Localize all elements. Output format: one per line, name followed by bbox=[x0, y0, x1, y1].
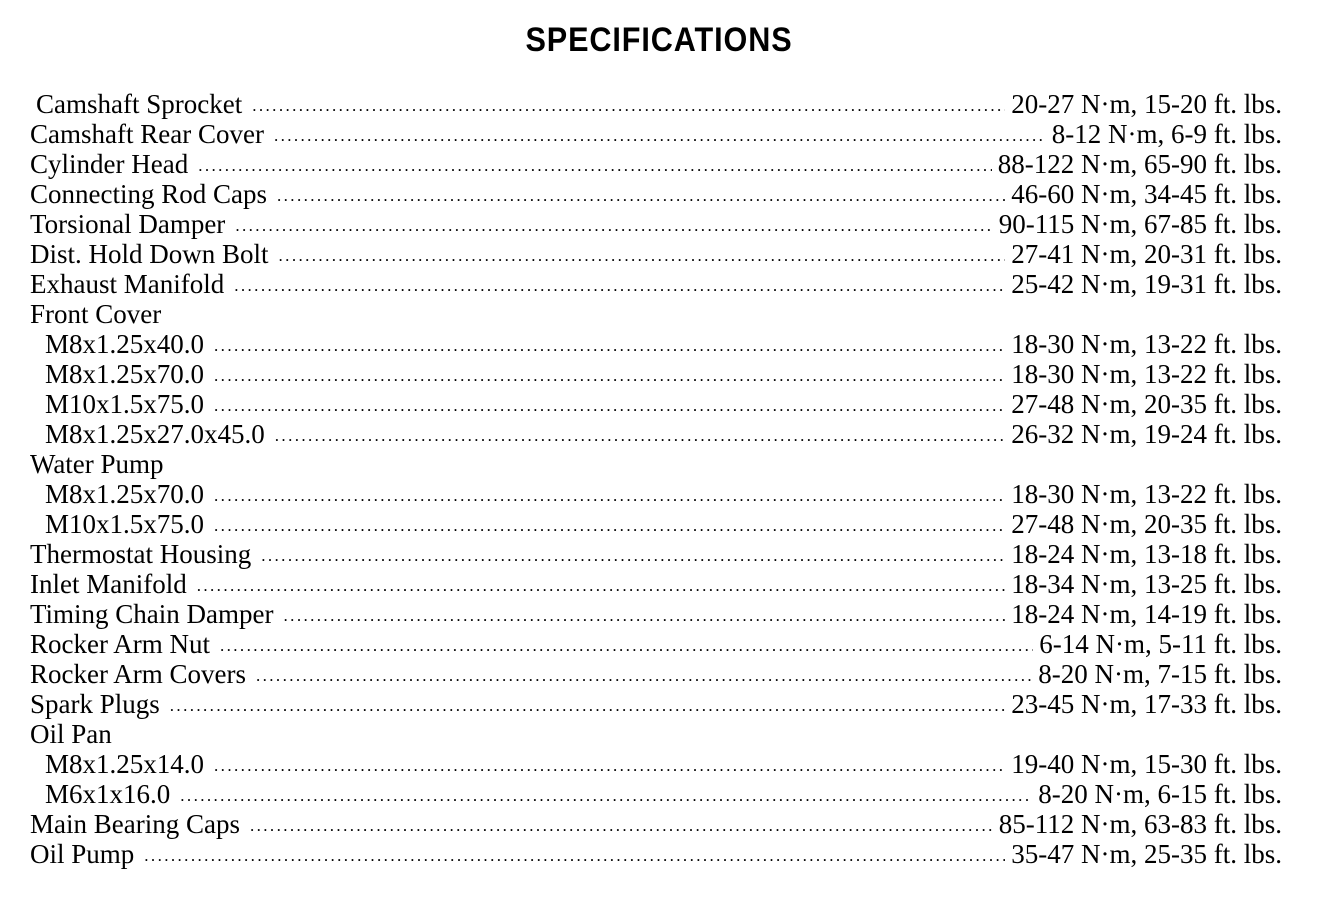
spec-row bbox=[30, 209, 1282, 239]
dot-leader bbox=[214, 751, 1005, 781]
dot-leader bbox=[277, 181, 1005, 211]
spec-value: 23-45 N·m, 17-33 ft. lbs. bbox=[1011, 689, 1282, 719]
spec-label: M8x1.25x70.0 bbox=[45, 479, 205, 509]
dot-leader bbox=[214, 391, 1005, 421]
dot-leader bbox=[220, 631, 1033, 661]
spec-value: 27-48 N·m, 20-35 ft. lbs. bbox=[1011, 389, 1282, 419]
spec-value: 18-24 N·m, 13-18 ft. lbs. bbox=[1011, 539, 1282, 569]
spec-row bbox=[30, 419, 1282, 449]
dot-leader bbox=[197, 571, 1006, 601]
spec-row bbox=[30, 659, 1282, 689]
specifications-list bbox=[30, 89, 1282, 869]
spec-label: Thermostat Housing bbox=[30, 539, 252, 569]
dot-leader bbox=[214, 481, 1005, 511]
spec-value: 85-112 N·m, 63-83 ft. lbs. bbox=[998, 809, 1282, 839]
spec-row bbox=[30, 479, 1282, 509]
spec-row bbox=[30, 119, 1282, 149]
spec-label: Water Pump bbox=[30, 449, 164, 479]
dot-leader bbox=[275, 421, 1006, 451]
page-title: SPECIFICATIONS bbox=[525, 21, 793, 59]
spec-value: 88-122 N·m, 65-90 ft. lbs. bbox=[997, 149, 1282, 179]
spec-row bbox=[30, 689, 1282, 719]
spec-value: 25-42 N·m, 19-31 ft. lbs. bbox=[1011, 269, 1282, 299]
spec-value: 8-20 N·m, 7-15 ft. lbs. bbox=[1038, 659, 1282, 689]
dot-leader bbox=[284, 601, 1006, 631]
spec-label: M8x1.25x27.0x45.0 bbox=[45, 419, 265, 449]
spec-value: 46-60 N·m, 34-45 ft. lbs. bbox=[1011, 179, 1282, 209]
spec-row bbox=[30, 599, 1282, 629]
dot-leader bbox=[234, 271, 1005, 301]
spec-label: M8x1.25x70.0 bbox=[45, 359, 205, 389]
spec-value: 90-115 N·m, 67-85 ft. lbs. bbox=[998, 209, 1282, 239]
spec-value: 18-30 N·m, 13-22 ft. lbs. bbox=[1011, 329, 1282, 359]
spec-label: Dist. Hold Down Bolt bbox=[30, 239, 269, 269]
spec-label: Front Cover bbox=[30, 299, 162, 329]
spec-value: 18-30 N·m, 13-22 ft. lbs. bbox=[1011, 479, 1282, 509]
spec-row bbox=[30, 569, 1282, 599]
dot-leader bbox=[144, 841, 1005, 871]
spec-label: M8x1.25x14.0 bbox=[45, 749, 205, 779]
dot-leader bbox=[252, 91, 1005, 121]
spec-row bbox=[30, 179, 1282, 209]
spec-label: Spark Plugs bbox=[30, 689, 160, 719]
spec-value: 8-12 N·m, 6-9 ft. lbs. bbox=[1051, 119, 1282, 149]
spec-label: Connecting Rod Caps bbox=[30, 179, 267, 209]
spec-label: Oil Pan bbox=[30, 719, 112, 749]
spec-label: Cylinder Head bbox=[30, 149, 189, 179]
spec-value: 18-34 N·m, 13-25 ft. lbs. bbox=[1011, 569, 1282, 599]
dot-leader bbox=[279, 241, 1006, 271]
spec-row bbox=[30, 749, 1282, 779]
spec-label: Exhaust Manifold bbox=[30, 269, 225, 299]
spec-label: M8x1.25x40.0 bbox=[45, 329, 205, 359]
spec-value: 18-24 N·m, 14-19 ft. lbs. bbox=[1011, 599, 1282, 629]
spec-row bbox=[30, 779, 1282, 809]
spec-label: Rocker Arm Covers bbox=[30, 659, 246, 689]
spec-group-heading bbox=[30, 299, 1282, 329]
dot-leader bbox=[235, 211, 992, 241]
spec-label: Oil Pump bbox=[30, 839, 135, 869]
dot-leader bbox=[256, 661, 1032, 691]
spec-row bbox=[30, 509, 1282, 539]
dot-leader bbox=[170, 691, 1005, 721]
spec-label: Torsional Damper bbox=[30, 209, 226, 239]
dot-leader bbox=[274, 121, 1046, 151]
dot-leader bbox=[198, 151, 992, 181]
spec-row bbox=[30, 539, 1282, 569]
spec-row bbox=[30, 839, 1282, 869]
spec-group-heading bbox=[30, 719, 1282, 749]
spec-row bbox=[30, 149, 1282, 179]
spec-row bbox=[30, 389, 1282, 419]
spec-group-heading bbox=[30, 449, 1282, 479]
spec-row bbox=[30, 329, 1282, 359]
spec-label: M6x1x16.0 bbox=[45, 779, 171, 809]
spec-label: Timing Chain Damper bbox=[30, 599, 274, 629]
spec-label: Rocker Arm Nut bbox=[30, 629, 210, 659]
spec-row bbox=[30, 809, 1282, 839]
spec-row bbox=[30, 269, 1282, 299]
dot-leader bbox=[214, 511, 1005, 541]
dot-leader bbox=[214, 331, 1005, 361]
spec-value: 20-27 N·m, 15-20 ft. lbs. bbox=[1011, 89, 1282, 119]
spec-label: M10x1.5x75.0 bbox=[45, 509, 205, 539]
spec-row bbox=[30, 89, 1282, 119]
spec-value: 18-30 N·m, 13-22 ft. lbs. bbox=[1011, 359, 1282, 389]
spec-label: Camshaft Rear Cover bbox=[30, 119, 264, 149]
dot-leader bbox=[250, 811, 993, 841]
spec-label: Main Bearing Caps bbox=[30, 809, 240, 839]
dot-leader bbox=[261, 541, 1005, 571]
dot-leader bbox=[214, 361, 1005, 391]
spec-row bbox=[30, 239, 1282, 269]
spec-value: 27-41 N·m, 20-31 ft. lbs. bbox=[1011, 239, 1282, 269]
spec-value: 35-47 N·m, 25-35 ft. lbs. bbox=[1011, 839, 1282, 869]
spec-label: Camshaft Sprocket bbox=[36, 89, 243, 119]
spec-label: Inlet Manifold bbox=[30, 569, 187, 599]
spec-value: 19-40 N·m, 15-30 ft. lbs. bbox=[1011, 749, 1282, 779]
spec-label: M10x1.5x75.0 bbox=[45, 389, 205, 419]
spec-value: 6-14 N·m, 5-11 ft. lbs. bbox=[1039, 629, 1282, 659]
spec-value: 8-20 N·m, 6-15 ft. lbs. bbox=[1038, 779, 1282, 809]
spec-value: 27-48 N·m, 20-35 ft. lbs. bbox=[1011, 509, 1282, 539]
spec-value: 26-32 N·m, 19-24 ft. lbs. bbox=[1011, 419, 1282, 449]
dot-leader bbox=[180, 781, 1032, 811]
spec-row bbox=[30, 629, 1282, 659]
spec-row bbox=[30, 359, 1282, 389]
